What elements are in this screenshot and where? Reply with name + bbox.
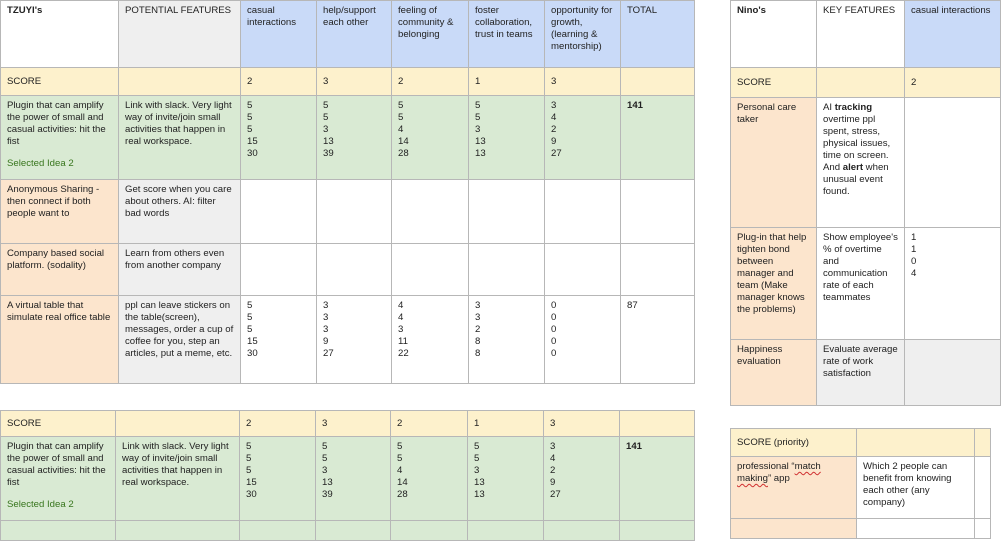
empty-cell[interactable] [241,180,317,244]
idea-cell[interactable] [1,437,116,521]
feature-cell[interactable]: Link with slack. Very light way of invite/join small activities that happen in real workspace. [119,96,241,180]
score-cell[interactable] [468,521,544,541]
empty-cell[interactable] [317,180,392,244]
score-cell[interactable]: 0 0 0 0 0 [545,296,621,384]
header-row [1,1,695,68]
empty-cell[interactable] [469,244,545,296]
score-row [1,68,695,96]
idea-cell[interactable]: A virtual table that simulate real office table [1,296,119,384]
idea-row [1,244,695,296]
criterion-header[interactable]: casual interactions [905,1,1001,68]
idea-row [1,437,695,521]
idea-row [731,340,1001,406]
score-cell[interactable] [817,68,905,98]
criterion-header[interactable]: casual interactions [241,1,317,68]
feature-cell[interactable]: Which 2 people can benefit from knowing each other (any company) [857,457,975,519]
idea-cell[interactable]: Personal care taker [731,98,817,228]
empty-cell[interactable] [905,98,1001,228]
selected-label: Selected Idea 2 [7,499,74,510]
score-cell[interactable] [391,521,468,541]
empty-cell[interactable] [975,519,991,539]
feature-cell[interactable]: Link with slack. Very light way of invite/join small activities that happen in real workspace. [116,437,240,521]
score-row [1,411,695,437]
priority-label[interactable]: SCORE (priority) [731,429,857,457]
score-value[interactable]: 2 [905,68,1001,98]
score-cell[interactable]: 1 1 0 4 [905,228,1001,340]
idea-cell[interactable]: Plug-in that help tighten bond between manager and team (Make manager knows the problems) [731,228,817,340]
score-value[interactable]: 3 [544,411,620,437]
empty-cell[interactable] [545,180,621,244]
score-cell[interactable]: 5 5 3 13 39 [317,96,392,180]
feature-cell[interactable]: Get score when you care about others. AI: filter bad words [119,180,241,244]
score-cell[interactable]: 3 3 3 9 27 [317,296,392,384]
empty-cell[interactable] [621,180,695,244]
idea-text: Plugin that can amplify the power of small and casual activities: hit the fist [7,100,106,147]
score-cell[interactable] [240,521,316,541]
score-cell[interactable] [316,521,391,541]
score-cell[interactable]: 4 4 3 11 22 [392,296,469,384]
feature-cell[interactable]: Learn from others even from another company [119,244,241,296]
feature-cell[interactable]: AI tracking overtime ppl spent, stress, physical issues, time on screen. And alert when unusual event found. [817,98,905,228]
score-value[interactable]: 1 [469,68,545,96]
score-cell[interactable]: 5 5 5 15 30 [240,437,316,521]
empty-cell[interactable] [621,244,695,296]
score-cell[interactable] [119,68,241,96]
header-row [731,1,1001,68]
score-label[interactable]: SCORE [731,68,817,98]
score-cell[interactable]: 3 4 2 9 27 [545,96,621,180]
tzuyi-table [0,0,695,384]
score-label[interactable]: SCORE [1,411,116,437]
nino-priority-table [730,428,991,539]
criterion-header[interactable]: opportunity for growth, (learning & mentorship) [545,1,621,68]
score-value[interactable]: 2 [392,68,469,96]
idea-row [731,228,1001,340]
score-cell[interactable] [620,411,695,437]
total-cell[interactable]: 141 [621,96,695,180]
nino-title[interactable]: Nino's [731,1,817,68]
selected-label: Selected Idea 2 [7,158,74,169]
idea-row [731,98,1001,228]
idea-cell[interactable]: Happiness evaluation [731,340,817,406]
score-cell[interactable] [116,411,240,437]
score-cell[interactable]: 5 5 3 13 13 [468,437,544,521]
score-value[interactable]: 2 [240,411,316,437]
idea-row [1,296,695,384]
feature-cell[interactable]: ppl can leave stickers on the table(screen), messages, order a cup of coffee for you, step an articles, put a meme, etc. [119,296,241,384]
criterion-header[interactable]: foster collaboration, trust in teams [469,1,545,68]
idea-cell[interactable] [731,519,857,539]
idea-cell[interactable] [1,521,116,541]
empty-cell[interactable] [545,244,621,296]
tzuyi-title[interactable]: TZUYI's [1,1,119,68]
empty-cell[interactable] [317,244,392,296]
total-cell[interactable]: 87 [621,296,695,384]
score-cell[interactable]: 3 3 2 8 8 [469,296,545,384]
feature-cell[interactable] [857,519,975,539]
score-value[interactable]: 2 [241,68,317,96]
score-cell[interactable]: 3 4 2 9 27 [544,437,620,521]
score-row [731,429,991,457]
total-header[interactable]: TOTAL [621,1,695,68]
score-value[interactable]: 3 [316,411,391,437]
score-cell[interactable]: 5 5 4 14 28 [392,96,469,180]
nino-table [730,0,1001,406]
score-cell[interactable]: 5 5 5 15 30 [241,96,317,180]
score-value[interactable]: 3 [545,68,621,96]
score-cell[interactable]: 5 5 3 13 13 [469,96,545,180]
score-cell[interactable] [975,429,991,457]
idea-text: Plugin that can amplify the power of small and casual activities: hit the fist [7,441,106,488]
empty-cell[interactable] [469,180,545,244]
features-header[interactable]: KEY FEATURES [817,1,905,68]
empty-cell[interactable] [975,457,991,519]
idea-row [731,457,991,519]
idea-row [1,96,695,180]
feature-cell[interactable]: Show employee's % of overtime and communication rate of each teammates [817,228,905,340]
score-cell[interactable] [621,68,695,96]
score-value[interactable]: 2 [391,411,468,437]
score-cell[interactable]: 5 5 4 14 28 [391,437,468,521]
criterion-header[interactable]: feeling of community & belonging [392,1,469,68]
score-cell[interactable] [620,521,695,541]
criterion-header[interactable]: help/support each other [317,1,392,68]
idea-row [731,519,991,539]
idea-row [1,521,695,541]
score-label[interactable]: SCORE [1,68,119,96]
idea-cell[interactable] [1,96,119,180]
score-row [731,68,1001,98]
empty-cell[interactable] [905,340,1001,406]
score-value[interactable]: 3 [317,68,392,96]
feature-cell[interactable]: Evaluate average rate of work satisfaction [817,340,905,406]
features-header[interactable]: POTENTIAL FEATURES [119,1,241,68]
lower-table [0,410,695,541]
idea-cell[interactable]: professional “match making” app [731,457,857,519]
empty-cell[interactable] [392,180,469,244]
empty-cell[interactable] [392,244,469,296]
score-cell[interactable] [544,521,620,541]
feature-cell[interactable] [116,521,240,541]
score-value[interactable]: 1 [468,411,544,437]
empty-cell[interactable] [241,244,317,296]
score-cell[interactable] [857,429,975,457]
score-cell[interactable]: 5 5 5 15 30 [241,296,317,384]
idea-cell[interactable]: Company based social platform. (sodality) [1,244,119,296]
score-cell[interactable]: 5 5 3 13 39 [316,437,391,521]
idea-row [1,180,695,244]
idea-cell[interactable]: Anonymous Sharing - then connect if both people want to [1,180,119,244]
total-cell[interactable]: 141 [620,437,695,521]
